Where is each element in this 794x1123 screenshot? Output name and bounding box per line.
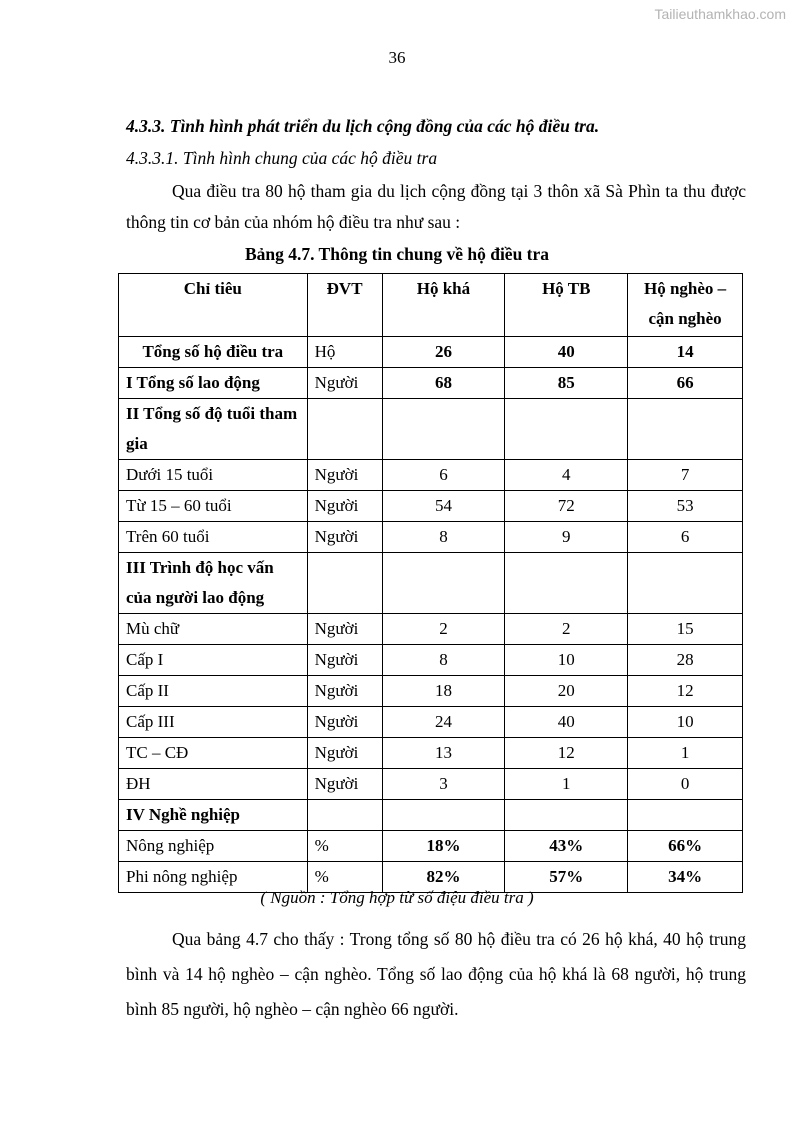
cell-poor bbox=[628, 553, 743, 614]
cell-well-off: 2 bbox=[382, 614, 505, 645]
cell-well-off: 13 bbox=[382, 738, 505, 769]
table-header-row bbox=[119, 274, 743, 337]
cell-poor bbox=[628, 800, 743, 831]
table-row bbox=[119, 614, 743, 645]
header-poor-line1: Hộ nghèo – bbox=[643, 279, 727, 298]
cell-average: 85 bbox=[505, 368, 628, 399]
header-unit: ĐVT bbox=[307, 274, 382, 337]
row-label: Từ 15 – 60 tuổi bbox=[119, 491, 308, 522]
cell-well-off: 8 bbox=[382, 522, 505, 553]
row-label: Tổng số hộ điều tra bbox=[119, 337, 308, 368]
row-unit: Người bbox=[307, 614, 382, 645]
cell-well-off: 82% bbox=[382, 862, 505, 893]
row-unit: Người bbox=[307, 645, 382, 676]
table-row bbox=[119, 676, 743, 707]
cell-poor: 7 bbox=[628, 460, 743, 491]
header-average: Hộ TB bbox=[505, 274, 628, 337]
row-unit: Người bbox=[307, 491, 382, 522]
table-row bbox=[119, 707, 743, 738]
cell-well-off: 18 bbox=[382, 676, 505, 707]
row-unit bbox=[307, 800, 382, 831]
cell-poor: 12 bbox=[628, 676, 743, 707]
header-well-off: Hộ khá bbox=[382, 274, 505, 337]
row-unit bbox=[307, 399, 382, 460]
cell-poor: 1 bbox=[628, 738, 743, 769]
cell-well-off: 26 bbox=[382, 337, 505, 368]
table-row bbox=[119, 460, 743, 491]
intro-paragraph bbox=[126, 176, 746, 238]
table-row bbox=[119, 368, 743, 399]
header-poor-line2: cận nghèo bbox=[648, 309, 722, 328]
cell-poor: 66 bbox=[628, 368, 743, 399]
table-row bbox=[119, 769, 743, 800]
section-label: II Tổng số độ tuổi tham gia bbox=[119, 399, 308, 460]
cell-average: 4 bbox=[505, 460, 628, 491]
row-unit: % bbox=[307, 862, 382, 893]
row-label: Mù chữ bbox=[119, 614, 308, 645]
subsection-heading: 4.3.3.1. Tình hình chung của các hộ điều tra bbox=[126, 148, 438, 168]
cell-poor: 28 bbox=[628, 645, 743, 676]
cell-well-off bbox=[382, 553, 505, 614]
page-number: 36 bbox=[388, 48, 406, 67]
row-label: Trên 60 tuổi bbox=[119, 522, 308, 553]
watermark: Tailieuthamkhao.com bbox=[654, 6, 786, 22]
cell-average bbox=[505, 553, 628, 614]
table-row bbox=[119, 491, 743, 522]
cell-poor: 34% bbox=[628, 862, 743, 893]
cell-poor: 15 bbox=[628, 614, 743, 645]
row-label: TC – CĐ bbox=[119, 738, 308, 769]
row-unit: Hộ bbox=[307, 337, 382, 368]
cell-well-off: 18% bbox=[382, 831, 505, 862]
cell-average: 12 bbox=[505, 738, 628, 769]
cell-average: 57% bbox=[505, 862, 628, 893]
cell-average: 10 bbox=[505, 645, 628, 676]
table-row bbox=[119, 645, 743, 676]
row-unit: Người bbox=[307, 676, 382, 707]
cell-poor: 14 bbox=[628, 337, 743, 368]
row-label: I Tổng số lao động bbox=[119, 368, 308, 399]
cell-average: 20 bbox=[505, 676, 628, 707]
row-unit: Người bbox=[307, 738, 382, 769]
cell-average bbox=[505, 399, 628, 460]
row-unit bbox=[307, 553, 382, 614]
cell-well-off: 24 bbox=[382, 707, 505, 738]
cell-well-off: 6 bbox=[382, 460, 505, 491]
section-heading: 4.3.3. Tình hình phát triển du lịch cộng đồng của các hộ điều tra. bbox=[126, 116, 600, 136]
cell-well-off: 3 bbox=[382, 769, 505, 800]
table-source: ( Nguồn : Tổng hợp từ số điệu điều tra ) bbox=[260, 888, 534, 907]
table-section-row bbox=[119, 553, 743, 614]
cell-poor: 0 bbox=[628, 769, 743, 800]
row-unit: Người bbox=[307, 368, 382, 399]
household-info-table bbox=[118, 273, 743, 893]
cell-well-off: 8 bbox=[382, 645, 505, 676]
table-section-row bbox=[119, 800, 743, 831]
table-row bbox=[119, 337, 743, 368]
row-unit: Người bbox=[307, 460, 382, 491]
conclusion-paragraph bbox=[126, 922, 746, 1027]
cell-well-off: 54 bbox=[382, 491, 505, 522]
cell-average: 9 bbox=[505, 522, 628, 553]
header-indicator: Chỉ tiêu bbox=[119, 274, 308, 337]
section-label: IV Nghề nghiệp bbox=[119, 800, 308, 831]
table-row bbox=[119, 522, 743, 553]
row-label: ĐH bbox=[119, 769, 308, 800]
intro-text: Qua điều tra 80 hộ tham gia du lịch cộng đồng tại 3 thôn xã Sà Phìn ta thu được thông tin cơ bản của nhóm hộ điều tra như sau : bbox=[126, 181, 746, 232]
section-label: III Trình độ học vấn của người lao động bbox=[119, 553, 308, 614]
table-row bbox=[119, 738, 743, 769]
cell-poor: 53 bbox=[628, 491, 743, 522]
cell-average: 2 bbox=[505, 614, 628, 645]
cell-poor: 10 bbox=[628, 707, 743, 738]
cell-average: 72 bbox=[505, 491, 628, 522]
cell-average: 43% bbox=[505, 831, 628, 862]
row-unit: Người bbox=[307, 707, 382, 738]
cell-poor bbox=[628, 399, 743, 460]
row-label: Phi nông nghiệp bbox=[119, 862, 308, 893]
row-unit: Người bbox=[307, 769, 382, 800]
cell-poor: 66% bbox=[628, 831, 743, 862]
table-section-row bbox=[119, 399, 743, 460]
cell-average bbox=[505, 800, 628, 831]
row-unit: % bbox=[307, 831, 382, 862]
header-poor bbox=[628, 274, 743, 337]
cell-well-off bbox=[382, 800, 505, 831]
cell-well-off bbox=[382, 399, 505, 460]
table-row bbox=[119, 831, 743, 862]
table-title: Bảng 4.7. Thông tin chung về hộ điều tra bbox=[244, 244, 550, 264]
cell-poor: 6 bbox=[628, 522, 743, 553]
conclusion-text: Qua bảng 4.7 cho thấy : Trong tổng số 80 hộ điều tra có 26 hộ khá, 40 hộ trung bình và 14 hộ nghèo – cận nghèo. Tổng số lao động của hộ khá là 68 người, hộ trung bình 85 người, hộ nghèo – cận nghèo 66 người. bbox=[126, 929, 746, 1019]
cell-well-off: 68 bbox=[382, 368, 505, 399]
cell-average: 40 bbox=[505, 707, 628, 738]
cell-average: 40 bbox=[505, 337, 628, 368]
cell-average: 1 bbox=[505, 769, 628, 800]
row-unit: Người bbox=[307, 522, 382, 553]
row-label: Cấp III bbox=[119, 707, 308, 738]
row-label: Cấp I bbox=[119, 645, 308, 676]
row-label: Dưới 15 tuổi bbox=[119, 460, 308, 491]
row-label: Cấp II bbox=[119, 676, 308, 707]
row-label: Nông nghiệp bbox=[119, 831, 308, 862]
